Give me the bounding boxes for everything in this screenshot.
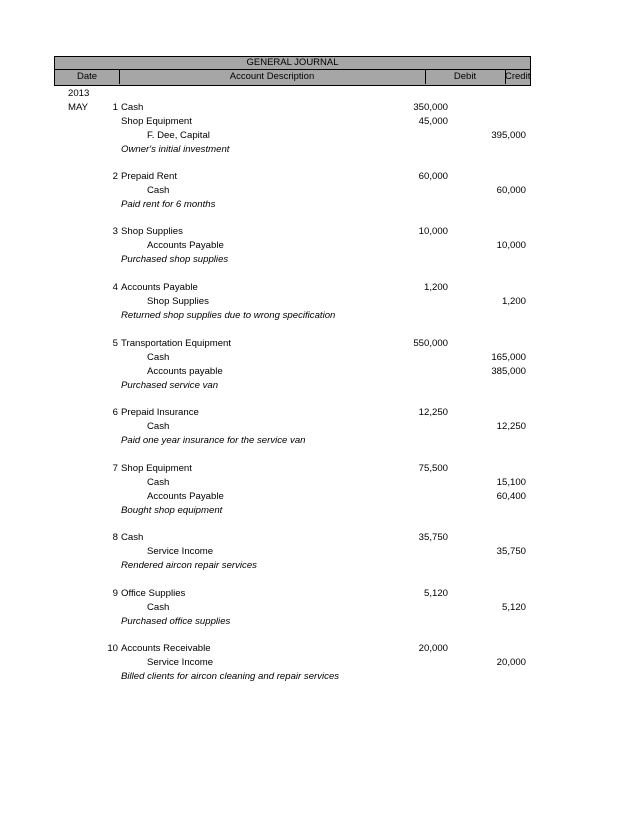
date-column-header: Date	[55, 70, 120, 84]
entry-day: 4	[112, 282, 118, 293]
account-name: Accounts payable	[147, 366, 223, 377]
account-name: Service Income	[147, 657, 214, 668]
entry-memo: Owner's initial investment	[121, 144, 230, 155]
account-name: Accounts Payable	[147, 491, 224, 502]
account-name: Cash	[147, 421, 170, 432]
debit-amount: 20,000	[418, 643, 448, 654]
entry-memo: Paid rent for 6 months	[121, 199, 216, 210]
debit-amount: 1,200	[423, 282, 448, 293]
entry-day: 5	[112, 338, 118, 349]
entry-day: 9	[112, 588, 118, 599]
debit-amount: 12,250	[418, 407, 448, 418]
debit-amount: 60,000	[418, 171, 448, 182]
entry-memo: Purchased service van	[121, 380, 219, 391]
account-name: Office Supplies	[121, 588, 186, 599]
description-column-header: Account Description	[119, 70, 426, 84]
account-name: Cash	[121, 102, 144, 113]
credit-amount: 10,000	[496, 240, 526, 251]
debit-amount: 10,000	[418, 226, 448, 237]
debit-amount: 550,000	[413, 338, 448, 349]
debit-amount: 45,000	[418, 116, 448, 127]
entry-day: 7	[112, 463, 118, 474]
entry-memo: Rendered aircon repair services	[121, 560, 257, 571]
account-name: Shop Supplies	[121, 226, 183, 237]
account-name: Service Income	[147, 546, 214, 557]
debit-amount: 75,500	[418, 463, 448, 474]
credit-amount: 60,000	[496, 185, 526, 196]
debit-column-header: Debit	[425, 70, 506, 84]
account-name: Cash	[147, 602, 170, 613]
credit-amount: 395,000	[491, 130, 526, 141]
credit-amount: 20,000	[496, 657, 526, 668]
account-name: Prepaid Insurance	[121, 407, 199, 418]
entry-day: 3	[112, 226, 118, 237]
entry-memo: Paid one year insurance for the service van	[121, 435, 306, 446]
journal-month: MAY	[68, 102, 89, 113]
credit-column-header: Credit	[505, 71, 531, 82]
general-journal	[54, 56, 531, 86]
account-name: Cash	[147, 352, 170, 363]
debit-amount: 350,000	[413, 102, 448, 113]
entry-day: 2	[112, 171, 118, 182]
credit-amount: 165,000	[491, 352, 526, 363]
entry-day: 10	[107, 643, 118, 654]
account-name: Transportation Equipment	[121, 338, 232, 349]
debit-amount: 35,750	[418, 532, 448, 543]
entry-day: 8	[112, 532, 118, 543]
entry-memo: Returned shop supplies due to wrong specification	[121, 310, 336, 321]
account-name: Cash	[147, 185, 170, 196]
account-name: Prepaid Rent	[121, 171, 177, 182]
account-name: Cash	[147, 477, 170, 488]
account-name: Accounts Payable	[121, 282, 198, 293]
account-name: Accounts Payable	[147, 240, 224, 251]
account-name: Shop Equipment	[121, 116, 192, 127]
credit-amount: 12,250	[496, 421, 526, 432]
journal-header-row	[54, 70, 531, 86]
credit-amount: 60,400	[496, 491, 526, 502]
credit-amount: 35,750	[496, 546, 526, 557]
entry-day: 6	[112, 407, 118, 418]
credit-amount: 5,120	[501, 602, 526, 613]
entry-memo: Purchased office supplies	[121, 616, 231, 627]
credit-amount: 15,100	[496, 477, 526, 488]
account-name: F. Dee, Capital	[147, 130, 210, 141]
account-name: Shop Equipment	[121, 463, 192, 474]
account-name: Accounts Receivable	[121, 643, 211, 654]
entry-memo: Purchased shop supplies	[121, 254, 229, 265]
debit-amount: 5,120	[423, 588, 448, 599]
entry-memo: Billed clients for aircon cleaning and repair services	[121, 671, 340, 682]
journal-year: 2013	[68, 88, 90, 99]
credit-amount: 385,000	[491, 366, 526, 377]
account-name: Cash	[121, 532, 144, 543]
entry-memo: Bought shop equipment	[121, 505, 223, 516]
journal-title: GENERAL JOURNAL	[54, 56, 531, 70]
entry-day: 1	[112, 102, 118, 113]
credit-amount: 1,200	[501, 296, 526, 307]
account-name: Shop Supplies	[147, 296, 209, 307]
